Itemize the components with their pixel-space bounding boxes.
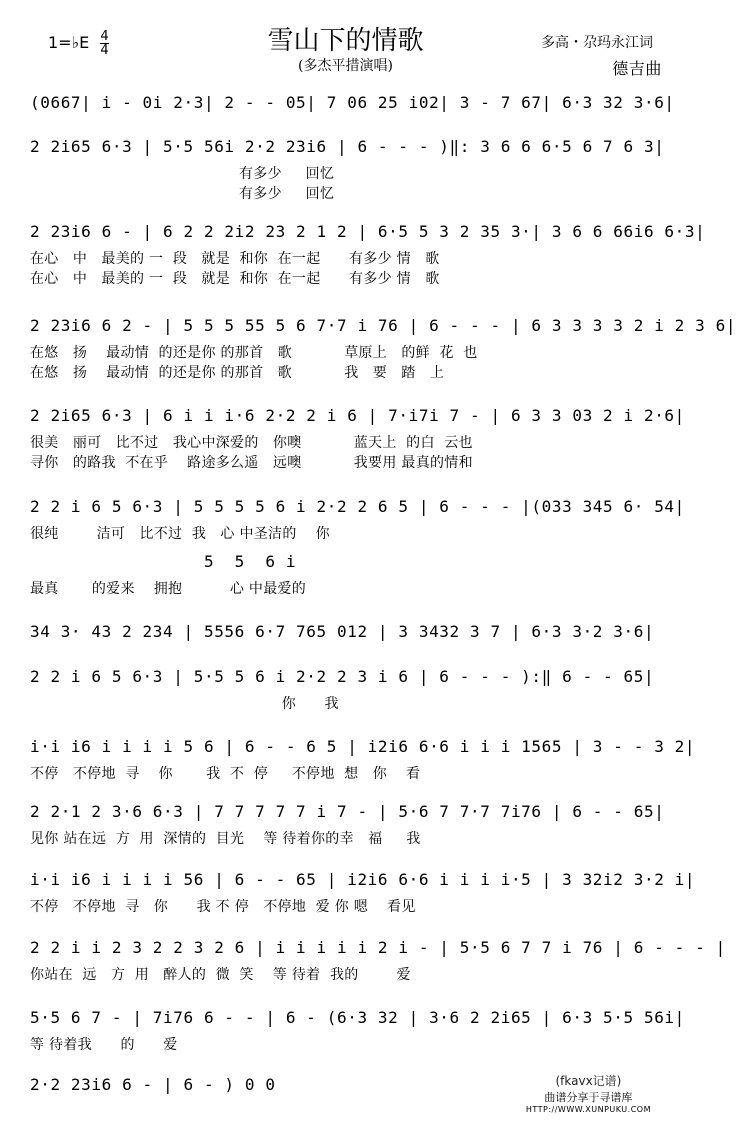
score-line-10: i·i i6 i i i i 5 6 | 6 - - 6 5 | i2i6 6·6 i i i 1565 | 3 - - 3 2| (30, 737, 696, 756)
lyric-line-6-1: 很纯 洁可 比不过 我 心 中圣洁的 你 (30, 526, 330, 542)
score-line-13: 2 2 i i 2 3 2 2 3 2 6 | i i i i i 2 i - | 5·5 6 7 7 i 76 | 6 - - - | (30, 938, 726, 957)
score-line-1: (0667| i - 0i 2·3| 2 - - 05| 7 06 25 i02| 3 - 7 67| 6·3 32 3·6| (30, 93, 675, 112)
watermark-transcriber: (fkavx记谱) (555, 1074, 622, 1088)
lyric-line-2-1: 有多少 回忆 (30, 166, 335, 182)
song-title: 雪山下的情歌 (267, 26, 424, 56)
lyric-line-4-2: 在悠 扬 最动情 的还是你 的那首 歌 我 要 踏 上 (30, 365, 445, 381)
lyric-line-11-1: 见你 站在远 方 用 深情的 目光 等 待着你的幸 福 我 (30, 831, 421, 847)
lyric-line-4-1: 在悠 扬 最动情 的还是你 的那首 歌 草原上 的鲜 花 也 (30, 345, 478, 361)
score-line-6: 2 2 i 6 5 6·3 | 5 5 5 5 6 i 2·2 2 6 5 | 6 - - - |(033 345 6· 54| (30, 497, 685, 516)
time-denominator: 4 (100, 43, 109, 58)
watermark-site-name: 曲谱分享于寻谱库 (544, 1091, 633, 1104)
lyric-line-5-2: 寻你 的路我 不在乎 路途多么遥 远噢 我要用 最真的情和 (30, 455, 473, 471)
watermark-url: HTTP://WWW.XUNPUKU.COM (525, 1105, 651, 1114)
score-line-7: 5 5 6 i (30, 552, 662, 571)
lyric-line-3-2: 在心 中 最美的 一 段 就是 和你 在一起 有多少 情 歌 (30, 271, 440, 287)
lyric-line-2-2: 有多少 回忆 (30, 186, 335, 202)
score-line-8: 34 3· 43 2 234 | 5556 6·7 765 012 | 3 3432 3 7 | 6·3 3·2 3·6| (30, 622, 662, 641)
key-flat: ♭E (71, 33, 90, 52)
score-line-9: 2 2 i 6 5 6·3 | 5·5 5 6 i 2·2 2 3 i 6 | 6 - - - ):‖ 6 - - 65| (30, 667, 662, 686)
score-line-5: 2 2i65 6·3 | 6 i i i·6 2·2 2 i 6 | 7·i7i 7 - | 6 3 3 03 2 i 2·6| (30, 406, 685, 425)
song-subtitle: (多杰平措演唱) (298, 58, 393, 74)
key-label: 1= (48, 33, 72, 52)
score-line-12: i·i i6 i i i i 56 | 6 - - 65 | i2i6 6·6 i i i i·5 | 3 32i2 3·2 i| (30, 870, 696, 889)
score-line-15: 2·2 23i6 6 - | 6 - ) 0 0 (30, 1075, 662, 1094)
lyric-line-5-1: 很美 丽可 比不过 我心中深爱的 你噢 蓝天上 的白 云也 (30, 435, 473, 451)
lyric-line-9-1: 你 我 (30, 696, 339, 712)
score-line-3: 2 23i6 6 - | 6 2 2 2i2 23 2 1 2 | 6·5 5 3 2 35 3·| 3 6 6 66i6 6·3| (30, 222, 706, 241)
score-line-14: 5·5 6 7 - | 7i76 6 - - | 6 - (6·3 32 | 3·6 2 2i65 | 6·3 5·5 56i| (30, 1008, 685, 1027)
composer-credit: 德吉曲 (30, 56, 662, 79)
watermark (526, 1072, 651, 1114)
lyric-line-13-1: 你站在 远 方 用 醉人的 微 笑 等 待着 我的 爱 (30, 967, 411, 983)
lyric-line-3-1: 在心 中 最美的 一 段 就是 和你 在一起 有多少 情 歌 (30, 251, 440, 267)
lyric-line-7-1: 最真 的爱来 拥抱 心 中最爱的 (30, 581, 307, 597)
score-line-4: 2 23i6 6 2 - | 5 5 5 55 5 6 7·7 i 76 | 6 - - - | 6 3 3 3 3 2 i 2 3 6| (30, 316, 736, 335)
score-line-11: 2 2·1 2 3·6 6·3 | 7 7 7 7 7 i 7 - | 5·6 7 7·7 7i76 | 6 - - 65| (30, 802, 665, 821)
lyric-line-14-1: 等 待着我 的 爱 (30, 1037, 178, 1053)
lyric-line-10-1: 不停 不停地 寻 你 我 不 停 不停地 想 你 看 (30, 766, 421, 782)
lyric-line-12-1: 不停 不停地 寻 你 我 不 停 不停地 爱 你 嗯 看见 (30, 899, 416, 915)
lyricist-credit: 多高・尕玛永江词 (541, 35, 653, 51)
score-line-2: 2 2i65 6·3 | 5·5 56i 2·2 23i6 | 6 - - - )‖: 3 6 6 6·5 6 7 6 3| (30, 137, 665, 156)
time-numerator: 4 (100, 29, 109, 44)
